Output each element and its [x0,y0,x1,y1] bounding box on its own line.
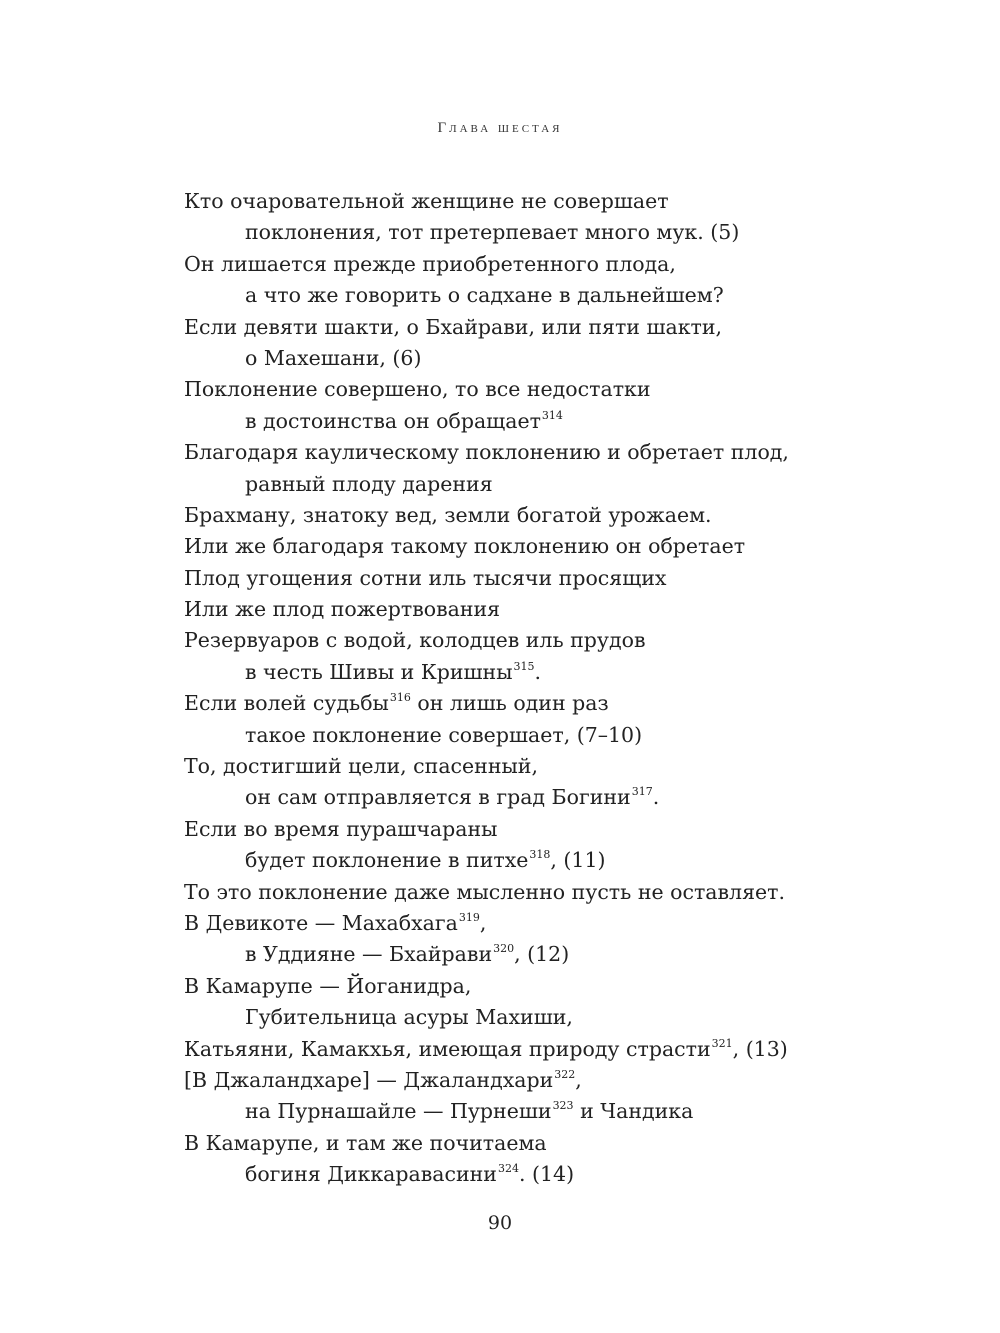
line-text: Или же благодаря такому поклонению он обретает [184,534,746,559]
footnote-ref[interactable]: 318 [529,848,551,862]
line-text: о Махешани, (6) [245,345,422,370]
poem-line [184,280,944,311]
line-text: такое поклонение совершает, (7–10) [245,722,643,747]
footnote-ref[interactable]: 324 [497,1162,519,1176]
footnote-ref[interactable]: 322 [554,1067,576,1081]
chapter-header: Глава шестая [437,120,563,136]
line-text: будет поклонение в питхе [245,848,529,873]
poem-line [184,1002,944,1033]
line-text: Если девяти шакти, о Бхайрави, или пяти шакти, [184,314,723,339]
poem-line [184,688,944,719]
poem-line [184,845,944,876]
line-text: Если волей судьбы [184,691,389,716]
line-tail: , (13) [732,1036,788,1061]
line-tail: он лишь один раз [410,691,609,716]
line-text: Кто очаровательной женщине не совершает [184,189,669,213]
poem-line [184,814,944,845]
line-text: Резервуаров с водой, колодцев иль прудов [184,628,646,653]
footnote-ref[interactable]: 314 [541,408,563,422]
poem-line [184,249,944,280]
line-tail: , [575,1067,582,1092]
line-text: Поклонение совершено, то все недостатки [184,377,651,402]
line-text: Или же плод пожертвования [184,597,501,622]
poem-line [184,782,944,813]
line-tail: . [534,659,542,684]
line-tail: . (14) [518,1162,575,1187]
poem-line [184,469,944,500]
line-text: Брахману, знатоку вед, земли богатой урожаем. [184,502,712,527]
line-text: богиня Диккаравасини [245,1162,497,1187]
line-text: равный плоду дарения [245,471,493,496]
poem-line [184,720,944,751]
poem-line [184,877,944,908]
footnote-ref[interactable]: 317 [631,785,653,799]
poem-line [184,1159,944,1190]
poem-line [184,751,944,782]
line-text: То это поклонение даже мысленно пусть не оставляет. [184,879,786,904]
line-tail: , (12) [514,942,570,967]
line-text: в честь Шивы и Кришны [245,659,513,684]
poem-line [184,312,944,343]
poem-line [184,594,944,625]
line-text: Катьяяни, Камакхья, имеющая природу страсти [184,1036,711,1061]
line-text: Он лишается прежде приобретенного плода, [184,251,676,276]
poem-line [184,939,944,970]
line-tail: . [652,785,660,810]
line-tail: и Чандика [573,1099,694,1124]
line-text: он сам отправляется в град Богини [245,785,631,810]
line-text: на Пурнашайле — Пурнеши [245,1099,552,1124]
page-number: 90 [487,1212,513,1234]
poem-line [184,406,944,437]
poem-line [184,625,944,656]
poem-line [184,374,944,405]
line-text: В Камарупе, и там же почитаема [184,1130,547,1155]
footnote-ref[interactable]: 315 [513,659,535,673]
footnote-ref[interactable]: 321 [711,1036,733,1050]
footnote-ref[interactable]: 323 [552,1099,574,1113]
line-text: То, достигший цели, спасенный, [184,754,538,779]
poem-line [184,563,944,594]
line-text: Благодаря каулическому поклонению и обретает плод, [184,440,789,465]
poem-line [184,971,944,1002]
poem-line [184,217,944,248]
line-text: Губительница асуры Махиши, [245,1005,573,1030]
poem-line [184,500,944,531]
poem-line [184,343,944,374]
poem-line [184,1096,944,1127]
line-text: В Камарупе — Йоганидра, [184,973,472,998]
poem-line [184,1065,944,1096]
line-text: Плод угощения сотни иль тысячи просящих [184,565,667,590]
line-tail: , [479,910,487,935]
poem-line [184,1128,944,1159]
poem-line [184,1034,944,1065]
line-tail: , (11) [550,848,606,873]
poem-line [184,908,944,939]
poem-line [184,437,944,468]
poem-text [184,186,944,1191]
poem-line [184,531,944,562]
line-text: поклонения, тот претерпевает много мук. (5) [245,220,740,245]
footnote-ref[interactable]: 316 [389,691,411,705]
footnote-ref[interactable]: 319 [458,910,480,924]
poem-line [184,186,944,217]
line-text: в достоинства он обращает [245,408,541,433]
line-text: В Девикоте — Махабхага [184,910,458,935]
line-text: [В Джаландхаре] — Джаландхари [184,1067,554,1092]
footnote-ref[interactable]: 320 [493,942,515,956]
line-text: Если во время пурашчараны [184,816,498,841]
poem-line [184,657,944,688]
line-text: а что же говорить о садхане в дальнейшем? [245,283,724,308]
line-text: в Уддияне — Бхайрави [245,942,493,967]
